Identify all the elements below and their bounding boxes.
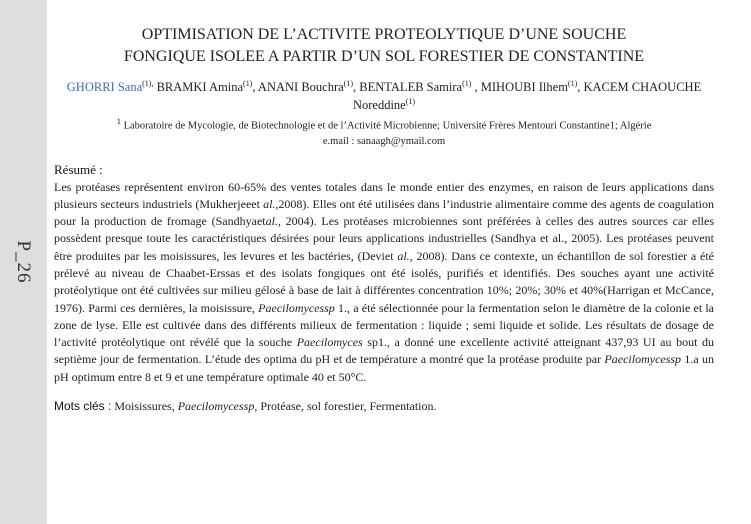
abstract-text: ,2008). Elles ont été utilisées dans l’industrie alimentaire comme des agents de coagulation pour la production de fromage (Sandhyaet xyxy=(54,196,714,229)
affiliation xyxy=(54,114,714,134)
keywords-text: , Protéase, sol forestier, Fermentation. xyxy=(254,399,437,414)
abstract-body xyxy=(54,179,714,387)
citation-etal: al. xyxy=(397,248,410,263)
keywords-label: Mots clés : xyxy=(54,399,112,414)
affiliation-mark: 1 xyxy=(116,116,121,126)
author-affiliation-mark: (1) xyxy=(567,78,578,88)
author-affiliation-mark: (1), xyxy=(142,78,154,88)
citation-etal: al. xyxy=(265,214,278,229)
abstract-text: , 2008). Dans ce contexte, un échantillon de sol forestier a été prélevé au niveau de Chaabet-Erssas et des isolats fongiques ont été isolés, purifiés et identifiés. Des souches ayant une activité protéolytique ont été cultivées sur milieu gélosé à base de lait à différentes concentration 10%; 20%; 30% et 40%(Harrigan et McCance, 1976). Parmi ces dernières, la moisissure, xyxy=(54,248,714,315)
author-list xyxy=(54,78,714,114)
keywords-text: Moisissures, xyxy=(111,399,178,414)
abstract-text: sp1., a donné une excellente activité atteignant 437,93 UI au bout du septième jour de fermentation. L’étude des optima du pH et de température a montré que la protéase produite par xyxy=(54,335,714,367)
side-band xyxy=(0,0,47,524)
title-line-1: OPTIMISATION DE L’ACTIVITE PROTEOLYTIQUE D’UNE SOUCHE xyxy=(141,26,627,43)
species-name: Paecilomyces xyxy=(296,335,363,350)
contact-email: e.mail : sanaagh@ymail.com xyxy=(322,135,446,147)
abstract-text: Les protéases représentent environ 60-65% des ventes totales dans le monde entier des enzymes, en raison de leurs applications dans plusieurs secteurs industriels (Mukherjeeet xyxy=(54,179,714,211)
author-name: , KACEM CHAOUCHE Noreddine xyxy=(352,80,702,112)
author-name-first: GHORRI Sana xyxy=(66,80,143,94)
poster-code-label: P_26 xyxy=(13,240,34,284)
abstract-page xyxy=(54,0,714,415)
citation-etal: al. xyxy=(263,196,276,211)
author-affiliation-mark: (1) xyxy=(462,78,472,88)
author-name: , MIHOUBI Ilhem xyxy=(471,80,568,94)
abstract-text: 1., a été sélectionnée pour la fermentation selon le diamètre de la colonie et la zone de lyse. Elle est cultivée dans des différents milieux de fermentation : liquide ; semi liquide et solide. Les résultats de dosage de l’activité protéolytique ont révélé que la souche xyxy=(54,300,715,350)
resume-heading: Résumé : xyxy=(54,161,103,177)
author-affiliation-mark: (1) xyxy=(343,78,354,88)
abstract-text: , 2004). Les protéases microbiennes sont préférées à celles des autres sources car elles possèdent presque toute les caractéristiques désirées pour leurs applications industrielles (Sandhya et al., 2005). Les protéases peuvent être produites par les moisissures, les levures et les bactéries, (Deviet xyxy=(54,214,714,263)
author-name: , BENTALEB Samira xyxy=(353,80,463,94)
author-affiliation-mark: (1) xyxy=(405,96,416,106)
species-name: Paecilomycessp xyxy=(604,352,682,367)
keyword-species: Paecilomycessp xyxy=(177,399,255,414)
paper-title xyxy=(54,24,714,68)
author-affiliation-mark: (1) xyxy=(243,78,253,88)
affiliation-text: Laboratoire de Mycologie, de Biotechnologie et de l’Activité Microbienne; Université Frères Mentouri Constantine1; Algérie xyxy=(120,120,652,132)
author-name: BRAMKI Amina xyxy=(153,80,244,94)
title-line-2: FONGIQUE ISOLEE A PARTIR D’UN SOL FORESTIER DE CONSTANTINE xyxy=(123,48,645,65)
species-name: Paecilomycessp xyxy=(258,300,335,315)
abstract-text: 1.a un pH optimum entre 8 et 9 et une température optimale 40 et 50°C. xyxy=(54,352,714,384)
author-name: , ANANI Bouchra xyxy=(252,80,344,94)
keywords xyxy=(54,398,714,415)
